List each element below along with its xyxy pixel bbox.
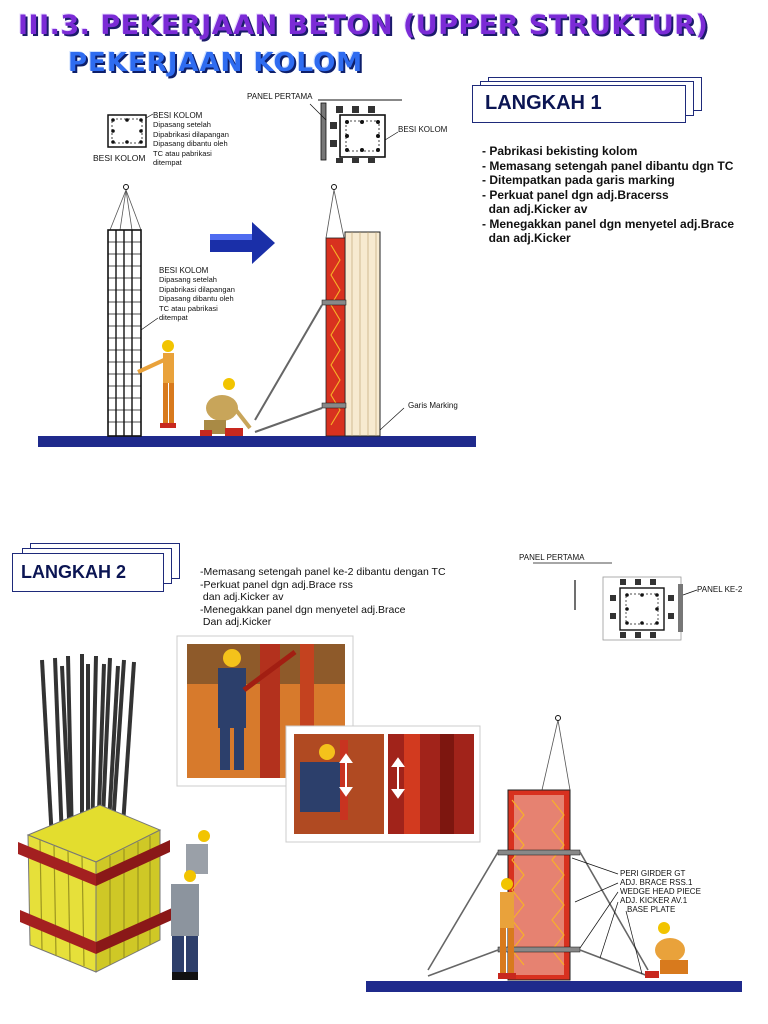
- page-subtitle: PEKERJAAN KOLOM: [68, 48, 364, 78]
- instruction-line: - Perkuat panel dgn adj.Bracerss: [482, 187, 669, 202]
- instruction-line: -Perkuat panel dgn adj.Brace rss: [200, 578, 353, 591]
- label-panel-ke2: PANEL KE-2: [697, 585, 743, 594]
- instruction-line: - Memasang setengah panel dibantu dgn TC: [482, 158, 734, 173]
- label-besi-kolom-right: BESI KOLOM: [398, 125, 448, 134]
- instruction-line: dan adj.Kicker av: [482, 202, 588, 216]
- instruction-line: - Menegakkan panel dgn menyetel adj.Brace: [482, 216, 735, 231]
- rebar-section-icon: [108, 114, 153, 147]
- label-panel-pertama: PANEL PERTAMA: [247, 92, 313, 101]
- label-adj-kicker: ADJ. KICKER AV.1: [620, 896, 688, 905]
- instruction-line: - Ditempatkan pada garis marking: [482, 173, 675, 187]
- label-wedge-head: WEDGE HEAD PIECE: [620, 887, 701, 896]
- note-line: Dipasang dibantu oleh: [153, 139, 228, 148]
- arrow-right-icon: [210, 222, 275, 264]
- note-line: ditempat: [153, 158, 182, 167]
- label-garis-marking: Garis Marking: [408, 401, 458, 410]
- step2-badge-label: LANGKAH 2: [21, 562, 127, 582]
- worker-elevation-left: [498, 878, 516, 979]
- label-besi-kolom: BESI KOLOM: [153, 111, 203, 120]
- instruction-line: -Memasang setengah panel ke-2 dibantu dengan TC: [200, 566, 446, 578]
- worker-group-step2: [171, 830, 210, 980]
- instruction-line: -Menegakkan panel dgn menyetel adj.Brace: [200, 603, 406, 616]
- panel-plan-section: [310, 100, 402, 163]
- note-line: Dipasang setelah: [159, 275, 217, 284]
- note-line: TC atau pabrikasi: [159, 303, 218, 313]
- panel-plan-section-2: [533, 563, 697, 640]
- label-besi-kolom-left: BESI KOLOM: [93, 153, 146, 163]
- worker-crouching: [200, 378, 250, 436]
- note-line: TC atau pabrikasi: [153, 148, 212, 158]
- step2-illustration: [0, 540, 768, 1024]
- worker-elevation-right: [645, 922, 688, 978]
- site-photo-2: [286, 726, 480, 842]
- formwork-panel-step1: [255, 185, 404, 437]
- instruction-line: Dan adj.Kicker: [200, 616, 272, 628]
- ground-slab: [38, 436, 476, 447]
- page-title: III.3. PEKERJAAN BETON (UPPER STRUKTUR): [18, 10, 709, 41]
- note-line: Dipabrikasi dilapangan: [153, 129, 229, 139]
- step1-illustration: [0, 0, 768, 470]
- label-besi-kolom-mid: BESI KOLOM: [159, 266, 209, 275]
- besi-kolom-note: [153, 120, 229, 168]
- label-panel-pertama-2: PANEL PERTAMA: [519, 553, 585, 562]
- step1-badge-label: LANGKAH 1: [485, 92, 602, 114]
- worker-standing: [138, 340, 176, 428]
- column-3d-formwork: [18, 654, 172, 972]
- label-base-plate: BASE PLATE: [627, 905, 676, 914]
- instruction-line: - Pabrikasi bekisting kolom: [482, 144, 638, 158]
- label-adj-brace: ADJ. BRACE RSS.1: [620, 878, 693, 887]
- rebar-cage: [108, 185, 158, 437]
- note-line: Dipasang setelah: [153, 120, 211, 129]
- instruction-line: dan adj.Kicker: [482, 231, 571, 245]
- instruction-line: dan adj.Kicker av: [200, 591, 284, 603]
- note-line: ditempat: [159, 313, 188, 322]
- note-line: Dipabrikasi dilapangan: [159, 284, 235, 294]
- note-line: Dipasang dibantu oleh: [159, 294, 234, 303]
- besi-kolom-mid-note: [159, 275, 235, 323]
- label-peri-girder: PERI GIRDER GT: [620, 869, 686, 878]
